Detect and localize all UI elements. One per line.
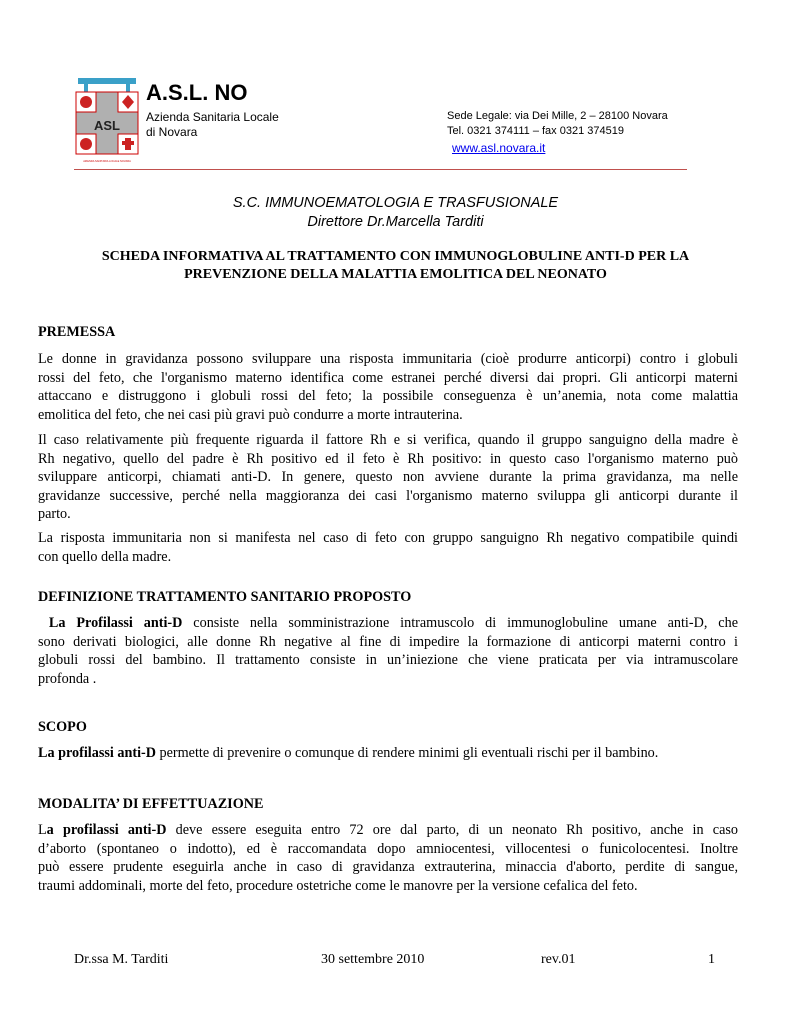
page-number: 1	[708, 952, 715, 967]
logo-text: ASL	[94, 118, 120, 133]
footer-author: Dr.ssa M. Tarditi	[74, 952, 169, 967]
text-line: parto.	[38, 506, 71, 523]
text-line: sviluppare anticorpi, chiamati anti-D. In genere, questo non avviene durante la prima gravidanza, ma nelle	[38, 469, 738, 486]
definizione-heading: DEFINIZIONE TRATTAMENTO SANITARIO PROPOSTO	[38, 589, 412, 605]
director-name: Direttore Dr.Marcella Tarditi	[307, 214, 484, 230]
premessa-heading: PREMESSA	[38, 324, 116, 340]
premessa-paragraph-3	[38, 529, 738, 566]
text-line: Rh negativo, quello del padre è Rh positivo ed il feto è Rh positivo: in questo caso l'organismo materno può	[38, 450, 738, 467]
text-line: traumi addominali, morte del feto, procedure ostetriche come le manovre per la versione cefalica del feto.	[38, 877, 638, 894]
text-line: Le donne in gravidanza possono sviluppare una risposta immunitaria (cioè produrre anticorpi) contro i globuli	[38, 351, 738, 367]
text-segment: deve essere eseguita entro 72 ore dal parto, di un neonato Rh positivo, anche in caso	[166, 822, 738, 838]
text-line	[38, 744, 738, 763]
text-segment: L	[38, 822, 47, 838]
text-line: globuli rossi del bambino. Il trattamento consiste in un’iniezione che viene praticata per via intramuscolare	[38, 652, 738, 669]
title-line-2: PREVENZIONE DELLA MALATTIA EMOLITICA DEL NEONATO	[184, 267, 607, 282]
header-divider	[74, 169, 687, 170]
legal-address: Sede Legale: via Dei Mille, 2 – 28100 Novara	[447, 110, 668, 122]
modalita-heading: MODALITA’ DI EFFETTUAZIONE	[38, 796, 264, 812]
text-line	[38, 614, 738, 633]
asl-logo	[74, 78, 140, 168]
premessa-paragraph-1	[38, 350, 738, 424]
text-line: Il caso relativamente più frequente riguarda il fattore Rh e si verifica, quando il gruppo sanguigno della madre è	[38, 432, 738, 448]
bold-lead: La profilassi anti-D	[38, 745, 156, 761]
bold-lead: a profilassi anti-D	[46, 822, 167, 838]
logo-caption: AZIENDA SANITARIA LOCALE NOVARA	[83, 160, 131, 163]
org-subtitle-2: di Novara	[146, 125, 198, 139]
premessa-paragraph-2	[38, 431, 738, 524]
modalita-paragraph	[38, 821, 738, 895]
text-line: rossi del feto, che l'organismo materno identifica come estranei perché diversi dai propri. Gli anticorpi materni	[38, 369, 738, 386]
text-line: d’aborto (spontaneo o indotto), ed è raccomandata dopo amniocentesi, villocentesi o funicolocentesi. Inoltre	[38, 840, 738, 857]
text-segment: permette di prevenire o comunque di rendere minimi gli eventuali rischi per il bambino.	[155, 745, 659, 761]
footer-revision: rev.01	[541, 952, 576, 967]
definizione-paragraph	[38, 614, 738, 688]
bold-lead: La Profilassi anti-D	[48, 615, 183, 631]
text-line: La risposta immunitaria non si manifesta nel caso di feto con gruppo sanguigno Rh negativo compatibile quindi	[38, 530, 738, 546]
scopo-paragraph	[38, 744, 738, 763]
text-line: gravidanze successive, perché nella maggioranza dei casi l'organismo materno sviluppa gli anticorpi durante il	[38, 487, 738, 504]
text-line	[38, 821, 738, 840]
org-name: A.S.L. NO	[146, 80, 248, 105]
text-line: attaccano e distruggono i globuli rossi del feto; la possibile conseguenza è un’anemia, nota come malattia	[38, 388, 738, 405]
text-line: emolitica del feto, che nei casi più gravi può condurre a morte intrauterina.	[38, 406, 463, 423]
org-subtitle-1: Azienda Sanitaria Locale	[146, 110, 279, 124]
title-line-1: SCHEDA INFORMATIVA AL TRATTAMENTO CON IMMUNOGLOBULINE ANTI-D PER LA	[101, 249, 690, 264]
document-title	[40, 248, 751, 284]
text-line: profonda .	[38, 670, 97, 687]
text-segment: consiste nella somministrazione intramuscolo di immunoglobuline umane anti-D, che	[182, 615, 738, 631]
text-line: può essere prudente eseguirla anche in caso di gravidanza extrauterina, minaccia d'aborto, perdite di sangue,	[38, 859, 738, 876]
text-line: con quello della madre.	[38, 548, 172, 565]
department-name: S.C. IMMUNOEMATOLOGIA E TRASFUSIONALE	[232, 195, 559, 211]
phone-fax: Tel. 0321 374111 – fax 0321 374519	[447, 125, 624, 137]
scopo-heading: SCOPO	[38, 719, 87, 735]
footer-date: 30 settembre 2010	[321, 952, 425, 967]
text-line: sono derivati biologici, alle donne Rh negative al fine di impedire la formazione di anticorpi materni contro i	[38, 633, 738, 650]
website-link[interactable]: www.asl.novara.it	[452, 141, 546, 155]
